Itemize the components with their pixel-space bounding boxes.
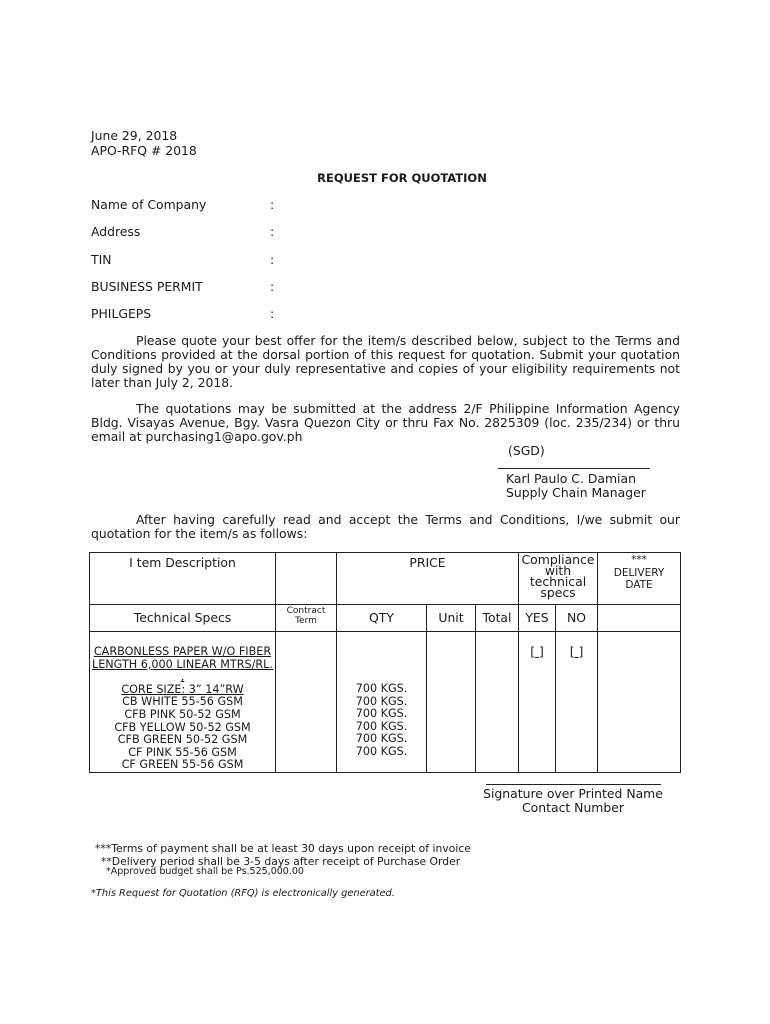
item-line: CFB PINK 50-52 GSM [124, 707, 241, 721]
item-description-cell [90, 632, 276, 773]
item-line: CB WHITE 55-56 GSM [122, 695, 243, 709]
table-header-row [90, 553, 681, 605]
total-header: Total [476, 605, 519, 632]
qty-value: 700 KGS. [355, 744, 408, 758]
item-line: CORE SIZE: 3” 14”RW [121, 682, 244, 696]
field-colon: : [270, 279, 275, 294]
item-description-header: I tem Description [90, 553, 276, 605]
delivery-line: *** [631, 554, 647, 566]
item-line: CF GREEN 55-56 GSM [121, 758, 244, 772]
field-label-company: Name of Company [91, 197, 207, 212]
supplier-signature-line [486, 784, 661, 785]
field-label-address: Address [91, 224, 141, 239]
signed-mark: (SGD) [508, 443, 545, 458]
field-colon: : [270, 224, 275, 239]
item-line: CFB GREEN 50-52 GSM [117, 733, 248, 747]
contract-line: Term [295, 616, 317, 626]
yes-checkbox[interactable]: [ ] [519, 632, 556, 773]
contract-term-cell [276, 632, 337, 773]
delivery-period-note: **Delivery period shall be 3-5 days after receipt of Purchase Order [101, 855, 461, 868]
compliance-line: Compliance [521, 552, 595, 567]
contract-term-header [276, 605, 337, 632]
technical-specs-header: Technical Specs [90, 605, 276, 632]
qty-value: 700 KGS. [355, 682, 408, 695]
qty-value: 700 KGS. [355, 732, 408, 746]
instruction-paragraph: Please quote your best offer for the item/s described below, subject to the Terms and Conditions provided at the dorsal portion of this request for quotation. Submit your quotation duly signed by you or your duly representative and copies of your eligibility requirements not later than July 2, 2018. [91, 333, 680, 390]
no-header: NO [556, 605, 598, 632]
compliance-header [519, 553, 598, 605]
qty-value: 700 KGS. [355, 694, 408, 708]
submission-paragraph: The quotations may be submitted at the address 2/F Philippine Information Agency Bldg. Visayas Avenue, Bgy. Vasra Quezon City or thru Fax No. 2825309 (loc. 235/234) or thru email at purchasing1@apo.gov.ph [91, 401, 680, 444]
signatory-name: Karl Paulo C. Damian [506, 471, 636, 486]
delivery-date-cell [598, 632, 681, 773]
field-colon: : [270, 252, 275, 267]
signatory-signature-line [498, 468, 650, 469]
document-title: REQUEST FOR QUOTATION [317, 171, 487, 185]
rfq-number: APO-RFQ # 2018 [91, 143, 197, 158]
field-colon: : [270, 306, 275, 321]
total-cell [476, 632, 519, 773]
approved-budget-note: *Approved budget shall be Ps.525,000.00 [106, 866, 304, 877]
document-date: June 29, 2018 [91, 128, 178, 143]
signature-caption: Signature over Printed Name [483, 786, 663, 801]
no-checkbox[interactable]: [ ] [556, 632, 598, 773]
qty-cell [337, 632, 427, 773]
qty-header: QTY [337, 605, 427, 632]
field-label-business-permit: BUSINESS PERMIT [91, 279, 203, 294]
contract-line: Contract [286, 606, 326, 616]
item-line: CF PINK 55-56 GSM [128, 745, 237, 759]
item-line: CARBONLESS PAPER W/O FIBER [93, 645, 272, 658]
compliance-line: with [544, 563, 572, 578]
empty-cell [598, 605, 681, 632]
signatory-position: Supply Chain Manager [506, 485, 646, 500]
table-row [90, 632, 681, 773]
delivery-line: DATE [625, 579, 653, 591]
compliance-line: specs [540, 585, 576, 600]
unit-cell [427, 632, 476, 773]
electronic-generation-note: *This Request for Quotation (RFQ) is electronically generated. [91, 888, 395, 899]
qty-value: 700 KGS. [355, 719, 408, 733]
acceptance-paragraph: After having carefully read and accept the Terms and Conditions, I/we submit our quotation for the item/s as follows: [91, 512, 680, 541]
field-label-philgeps: PHILGEPS [91, 306, 152, 321]
price-header: PRICE [337, 553, 519, 605]
item-line: CFB YELLOW 50-52 GSM [114, 720, 251, 734]
empty-cell [276, 553, 337, 605]
field-label-tin: TIN [91, 252, 112, 267]
delivery-line: DELIVERY [613, 566, 665, 579]
item-line: LENGTH 6,000 LINEAR MTRS/RL. , [92, 657, 273, 684]
qty-value: 700 KGS. [355, 707, 408, 721]
payment-terms-note: ***Terms of payment shall be at least 30 days upon receipt of invoice [95, 842, 471, 855]
field-colon: : [270, 197, 275, 212]
delivery-date-header [598, 553, 681, 605]
table-subheader-row [90, 605, 681, 632]
yes-header: YES [519, 605, 556, 632]
unit-header: Unit [427, 605, 476, 632]
contact-number-caption: Contact Number [522, 800, 624, 815]
compliance-line: technical [529, 574, 587, 589]
quotation-table [89, 552, 681, 773]
